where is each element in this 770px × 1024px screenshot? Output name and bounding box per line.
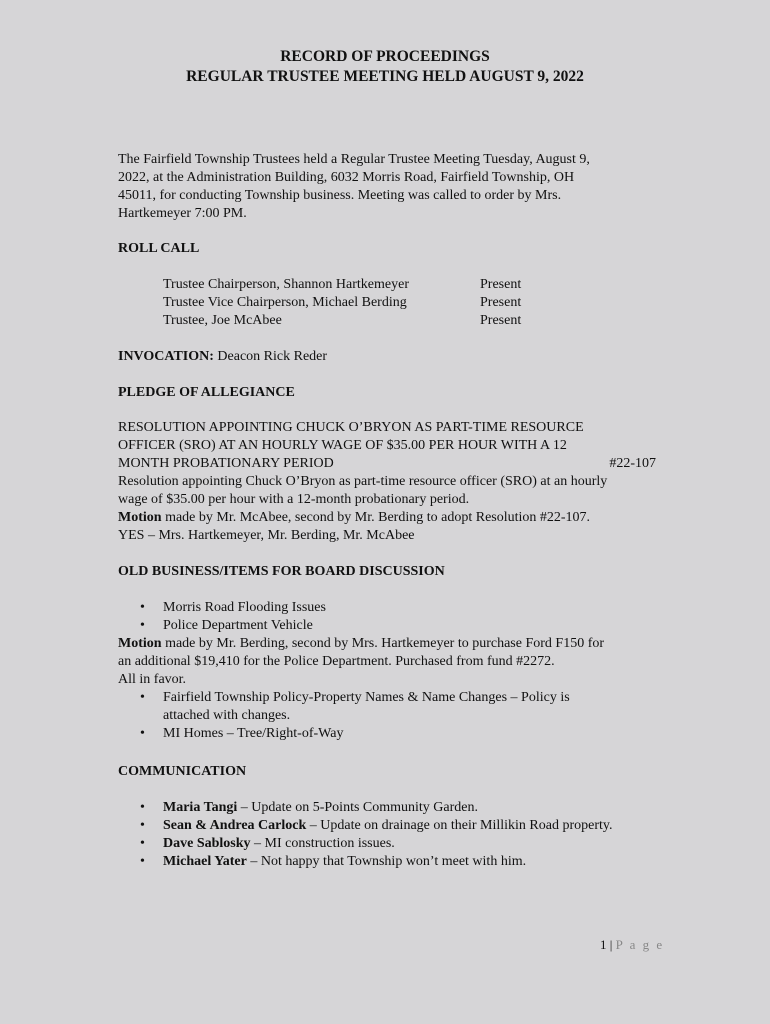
resolution-number: #22-107: [609, 456, 656, 471]
communication-heading: COMMUNICATION: [118, 764, 247, 779]
list-item-line: • Fairfield Township Policy-Property Names & Name Changes – Policy is: [163, 690, 570, 705]
resolution-description-line: wage of $35.00 per hour with a 12-month probationary period.: [118, 492, 470, 507]
list-item-line: attached with changes.: [163, 708, 291, 723]
intro-line: The Fairfield Township Trustees held a Regular Trustee Meeting Tuesday, August 9,: [118, 152, 590, 167]
list-item: [118, 799, 678, 817]
communication-section: [118, 799, 678, 871]
title-line-1: RECORD OF PROCEEDINGS: [280, 48, 490, 65]
resolution-vote: YES – Mrs. Hartkemeyer, Mr. Berding, Mr. McAbee: [118, 528, 415, 543]
intro-paragraph: [118, 151, 663, 223]
resolution-title-line: RESOLUTION APPOINTING CHUCK O’BRYON AS PART-TIME RESOURCE: [118, 420, 584, 435]
resolution-motion: [118, 509, 663, 527]
old-business-list: [118, 599, 663, 635]
roll-call-row: [163, 276, 521, 294]
roll-call-list: [163, 276, 521, 330]
invocation-text: Deacon Rick Reder: [217, 349, 328, 364]
list-item: [118, 817, 678, 835]
contact-name: Sean & Andrea Carlock: [163, 818, 307, 833]
motion-text-line: All in favor.: [118, 672, 187, 687]
motion-text-line: an additional $19,410 for the Police Department. Purchased from fund #2272.: [118, 654, 555, 669]
list-item: • Police Department Vehicle: [118, 617, 663, 635]
old-business-section: [118, 599, 663, 743]
page-number: 1: [600, 937, 607, 952]
contact-name: Michael Yater: [163, 854, 247, 869]
communication-list: [118, 799, 678, 871]
member-name: Trustee Vice Chairperson, Michael Berding: [163, 295, 407, 310]
motion-label: Motion: [118, 636, 162, 651]
page-separator: |: [606, 937, 616, 952]
motion-label: Motion: [118, 510, 162, 525]
old-business-list-2: [118, 689, 663, 743]
resolution-title-line: OFFICER (SRO) AT AN HOURLY WAGE OF $35.00 PER HOUR WITH A 12: [118, 438, 567, 453]
member-status: Present: [480, 295, 522, 310]
resolution-section: [118, 419, 663, 545]
contact-text: – Update on drainage on their Millikin Road property.: [306, 818, 613, 833]
list-item: • MI Homes – Tree/Right-of-Way: [118, 725, 663, 743]
invocation-label: INVOCATION:: [118, 349, 214, 364]
roll-call-row: [163, 294, 521, 312]
contact-text: – Update on 5-Points Community Garden.: [237, 800, 478, 815]
title-line-2: REGULAR TRUSTEE MEETING HELD AUGUST 9, 2022: [186, 68, 584, 85]
motion-text: made by Mr. Berding, second by Mrs. Hartkemeyer to purchase Ford F150 for: [161, 636, 605, 651]
invocation: [118, 348, 663, 366]
motion-text: made by Mr. McAbee, second by Mr. Berding to adopt Resolution #22-107.: [161, 510, 591, 525]
list-item: • Morris Road Flooding Issues: [118, 599, 663, 617]
contact-name: Dave Sablosky: [163, 836, 251, 851]
member-status: Present: [480, 313, 522, 328]
document-title: [0, 47, 770, 87]
intro-line: Hartkemeyer 7:00 PM.: [118, 206, 247, 221]
intro-line: 45011, for conducting Township business. Meeting was called to order by Mrs.: [118, 188, 562, 203]
roll-call-heading: ROLL CALL: [118, 241, 200, 256]
list-item: [118, 853, 678, 871]
intro-line: 2022, at the Administration Building, 6032 Morris Road, Fairfield Township, OH: [118, 170, 575, 185]
old-business-motion: [118, 635, 663, 653]
list-item: [118, 689, 663, 725]
roll-call-row: [163, 312, 521, 330]
resolution-description-line: Resolution appointing Chuck O’Bryon as part-time resource officer (SRO) at an hourly: [118, 474, 608, 489]
list-item: [118, 835, 678, 853]
pledge-heading: PLEDGE OF ALLEGIANCE: [118, 385, 295, 400]
member-name: Trustee, Joe McAbee: [163, 313, 282, 328]
member-status: Present: [480, 277, 522, 292]
contact-name: Maria Tangi: [163, 800, 238, 815]
resolution-title-line: [118, 455, 656, 473]
page-footer: [600, 937, 664, 953]
page-label: P a g e: [615, 937, 665, 952]
contact-text: – MI construction issues.: [250, 836, 395, 851]
resolution-title-line-3: MONTH PROBATIONARY PERIOD: [118, 456, 334, 471]
member-name: Trustee Chairperson, Shannon Hartkemeyer: [163, 277, 409, 292]
contact-text: – Not happy that Township won’t meet with him.: [246, 854, 527, 869]
old-business-heading: OLD BUSINESS/ITEMS FOR BOARD DISCUSSION: [118, 564, 445, 579]
